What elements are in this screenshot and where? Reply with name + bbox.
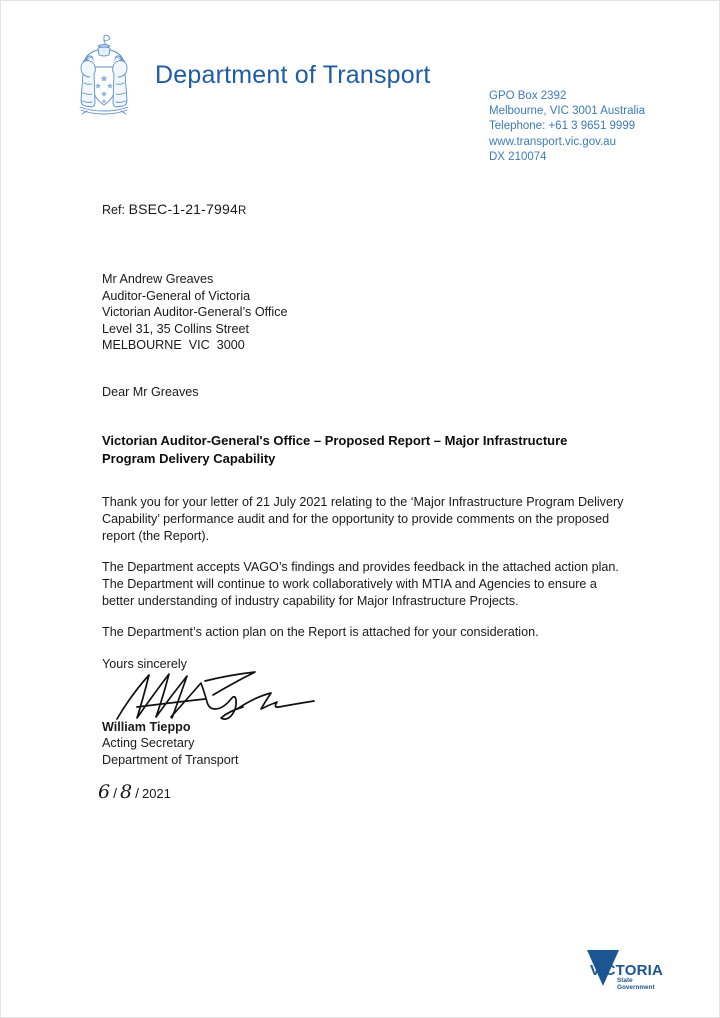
contact-line-website: www.transport.vic.gov.au (489, 135, 616, 148)
reference-value: BSEC-1-21-7994 (128, 201, 238, 217)
contact-block (489, 89, 645, 165)
addressee-role: Auditor-General of Victoria (102, 288, 251, 303)
closing-salutation: Yours sincerely (102, 657, 187, 671)
signature-date (98, 781, 171, 803)
victoria-coat-of-arms-icon (67, 31, 141, 119)
contact-line-telephone: Telephone: +61 3 9651 9999 (489, 120, 636, 133)
addressee-street: Level 31, 35 Collins Street (102, 321, 250, 336)
addressee-block (102, 271, 288, 354)
body-paragraph-1: Thank you for your letter of 21 July 2021 relating to the ‘Major Infrastructure Program Delivery Capability’ performance audit and for the opportunity to provide comments on the proposed report (the Report). (102, 495, 624, 544)
signer-title: Acting Secretary (102, 736, 195, 751)
body-paragraph-3: The Department’s action plan on the Report is attached for your consideration. (102, 625, 539, 639)
victoria-subtitle-government: Government (617, 984, 655, 991)
reference-line (102, 201, 246, 217)
contact-line-city: Melbourne, VIC 3001 Australia (489, 105, 645, 118)
victoria-subtitle-state: State (617, 977, 633, 984)
signer-organisation: Department of Transport (102, 752, 239, 767)
date-year: 2021 (141, 786, 171, 801)
department-title: Department of Transport (155, 60, 431, 89)
victoria-state-government-logo (584, 948, 664, 992)
victoria-wordmark: VICTORIA (590, 962, 663, 979)
date-month: 8 (119, 781, 133, 803)
signer-name: William Tieppo (102, 720, 191, 734)
addressee-city-state-postcode: MELBOURNE VIC 3000 (102, 338, 245, 352)
addressee-name: Mr Andrew Greaves (102, 272, 214, 286)
body-paragraph-2: The Department accepts VAGO’s findings and provides feedback in the attached action plan. The Department will continue to work collaboratively with MTIA and Agencies to ensure a better understanding of industry capability for Major Infrastructure Projects. (102, 560, 619, 609)
contact-line-dx: DX 210074 (489, 150, 547, 163)
salutation: Dear Mr Greaves (102, 385, 199, 399)
subject-heading: Victorian Auditor-General's Office – Proposed Report – Major Infrastructure Program Delivery Capability (102, 433, 568, 466)
addressee-organisation: Victorian Auditor-General’s Office (102, 305, 288, 319)
date-separator-1: / (113, 785, 117, 801)
date-day: 6 (98, 781, 111, 803)
letterhead (67, 31, 431, 119)
reference-suffix: R (237, 205, 247, 217)
contact-line-po-box: GPO Box 2392 (489, 90, 567, 102)
date-separator-2: / (135, 785, 139, 801)
reference-label: Ref: (102, 203, 125, 217)
signature-block (102, 719, 239, 768)
